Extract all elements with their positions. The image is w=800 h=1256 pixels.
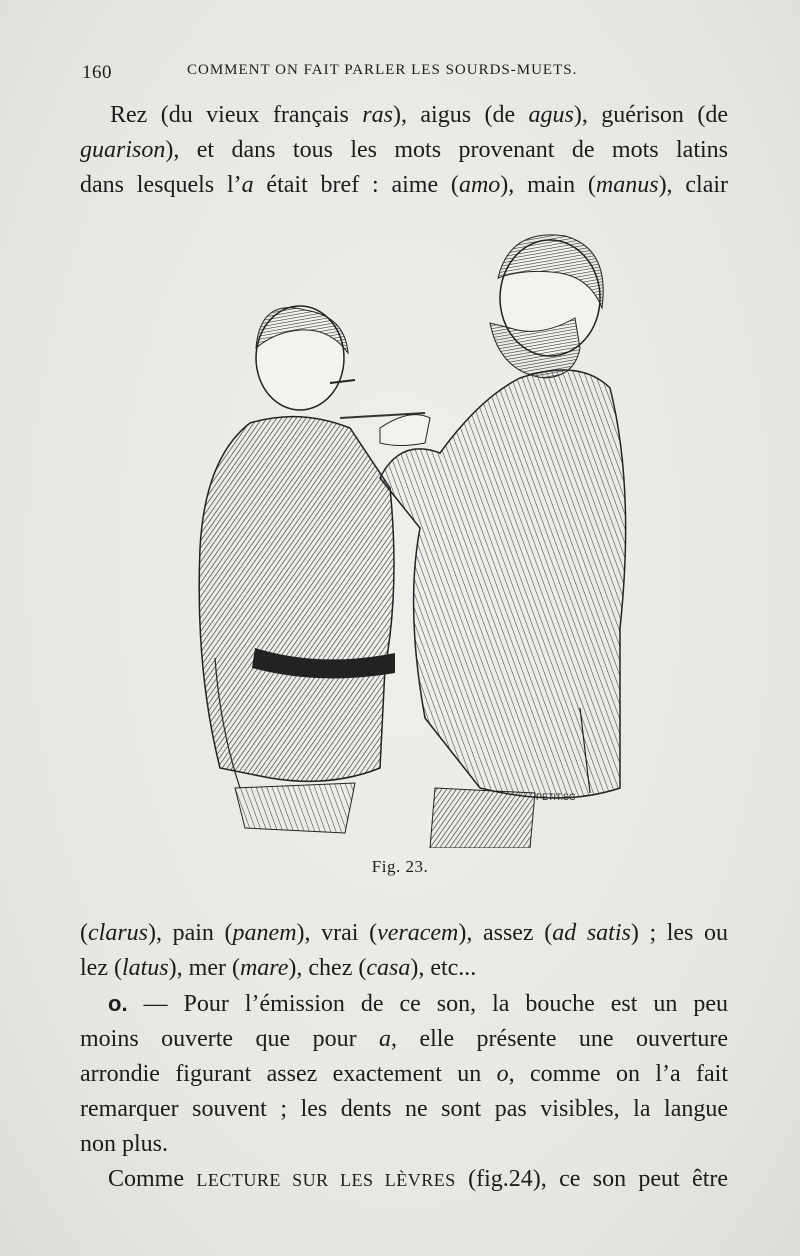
engraving-illustration <box>180 228 630 848</box>
bottom-paragraph <box>80 916 728 1198</box>
text-line: guarison), et dans tous les mots provenant de mots latins <box>80 137 728 163</box>
text-line: Comme LECTURE SUR LES LÈVRES (fig.24), ce son peut être <box>108 1166 729 1192</box>
text-line: lez (latus), mer (mare), chez (casa), etc... <box>80 955 477 981</box>
text-line: non plus. <box>80 1131 169 1157</box>
text-line: (clarus), pain (panem), vrai (veracem), assez (ad satis) ; les ou <box>80 920 729 946</box>
engraver-signature: PETIT.SC <box>536 792 576 802</box>
text-line: dans lesquels l’a était bref : aime (amo), main (manus), clair <box>80 172 729 198</box>
page-number: 160 <box>82 62 112 83</box>
small-caps-phrase: LECTURE SUR LES LÈVRES <box>196 1170 456 1190</box>
boy-figure <box>199 306 395 833</box>
text-line: o. — Pour l’émission de ce son, la bouche est un peu <box>108 991 728 1017</box>
figure-caption: Fig. 23. <box>371 857 429 876</box>
top-paragraph <box>80 98 728 203</box>
text-line: Rez (du vieux français ras), aigus (de agus), guérison (de <box>110 102 728 128</box>
text-line: remarquer souvent ; les dents ne sont pas visibles, la langue <box>80 1096 728 1122</box>
running-title: COMMENT ON FAIT PARLER LES SOURDS-MUETS. <box>187 62 578 78</box>
page-header <box>82 58 732 88</box>
vowel-heading: o. <box>108 991 128 1016</box>
text-line: arrondie figurant assez exactement un o, comme on l’a fait <box>80 1061 728 1087</box>
text-line: moins ouverte que pour a, elle présente une ouverture <box>80 1026 728 1052</box>
illustration-svg <box>180 228 630 848</box>
